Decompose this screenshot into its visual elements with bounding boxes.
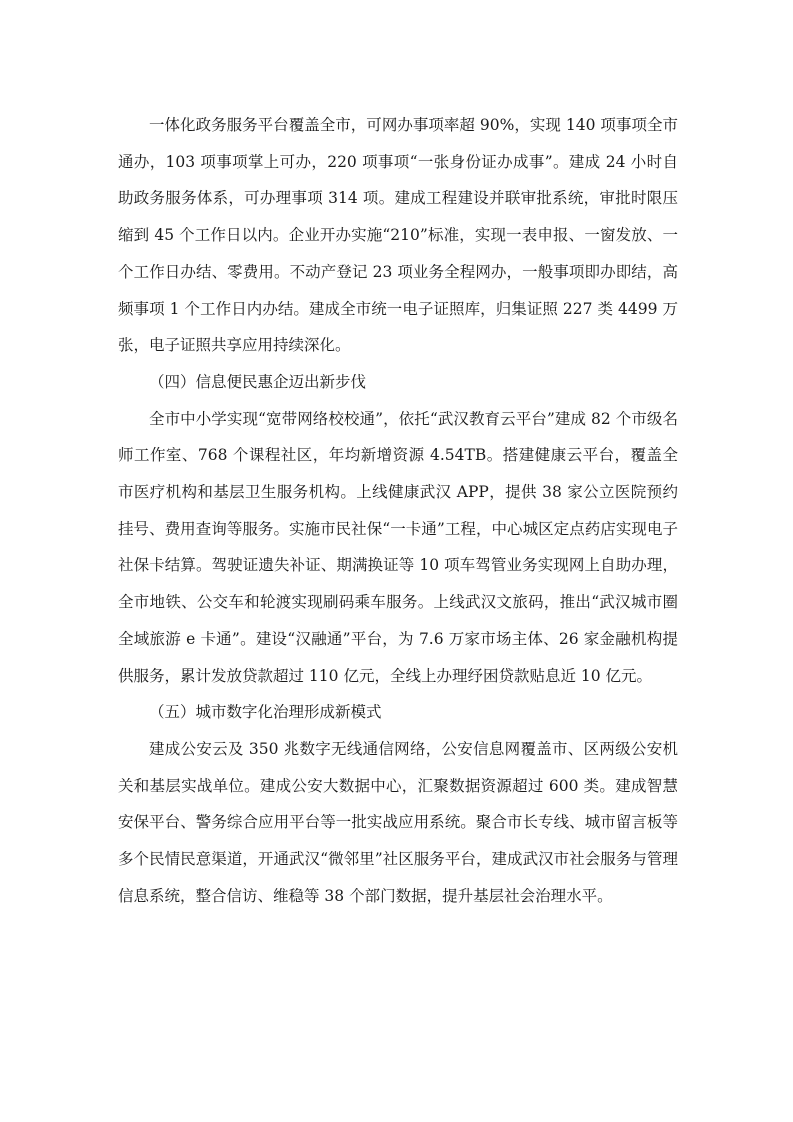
section-heading-5: （五）城市数字化治理形成新模式 — [149, 703, 382, 722]
paragraph-government-services: 一体化政务服务平台覆盖全市，可网办事项率超 90%，实现 140 项事项全市通办，103 项事项掌上可办，220 项事项“一张身份证办成事”。建成 24 小时自助政务服务体系，可办理事项 314 项。建成工程建设并联审批系统，审批时限压缩到 45 个工作日以内。企业开办实施“210”标准，实现一表申报、一窗发放、一个工作日办结、零费用。不动产登记 23 项业务全程网办，一般事项即办即结，高频事项 1 个工作日内办结。建成全市统一电子证照库，归集证照 227 类 4499 万张，电子证照共享应用持续深化。 — [118, 116, 678, 355]
paragraph-convenience-services: 全市中小学实现“宽带网络校校通”，依托“武汉教育云平台”建成 82 个市级名师工作室、768 个课程社区，年均新增资源 4.54TB。搭建健康云平台，覆盖全市医疗机构和基层卫生服务机构。上线健康武汉 APP，提供 38 家公立医院预约挂号、费用查询等服务。实施市民社保“一卡通”工程，中心城区定点药店实现电子社保卡结算。驾驶证遗失补证、期满换证等 10 项车驾管业务实现网上自助办理，全市地铁、公交车和轮渡实现刷码乘车服务。上线武汉文旅码，推出“武汉城市圈全域旅游 e 卡通”。建设“汉融通”平台，为 7.6 万家市场主体、26 家金融机构提供服务，累计发放贷款超过 110 亿元，全线上办理纾困贷款贴息近 10 亿元。 — [118, 409, 678, 685]
section-heading-4: （四）信息便民惠企迈出新步伐 — [149, 372, 367, 391]
paragraph-digital-governance: 建成公安云及 350 兆数字无线通信网络，公安信息网覆盖市、区两级公安机关和基层实战单位。建成公安大数据中心，汇聚数据资源超过 600 类。建成智慧安保平台、警务综合应用平台等一批实战应用系统。聚合市长专线、城市留言板等多个民情民意渠道，开通武汉“微邻里”社区服务平台，建成武汉市社会服务与管理信息系统，整合信访、维稳等 38 个部门数据，提升基层社会治理水平。 — [118, 739, 678, 905]
document-body — [118, 107, 678, 914]
